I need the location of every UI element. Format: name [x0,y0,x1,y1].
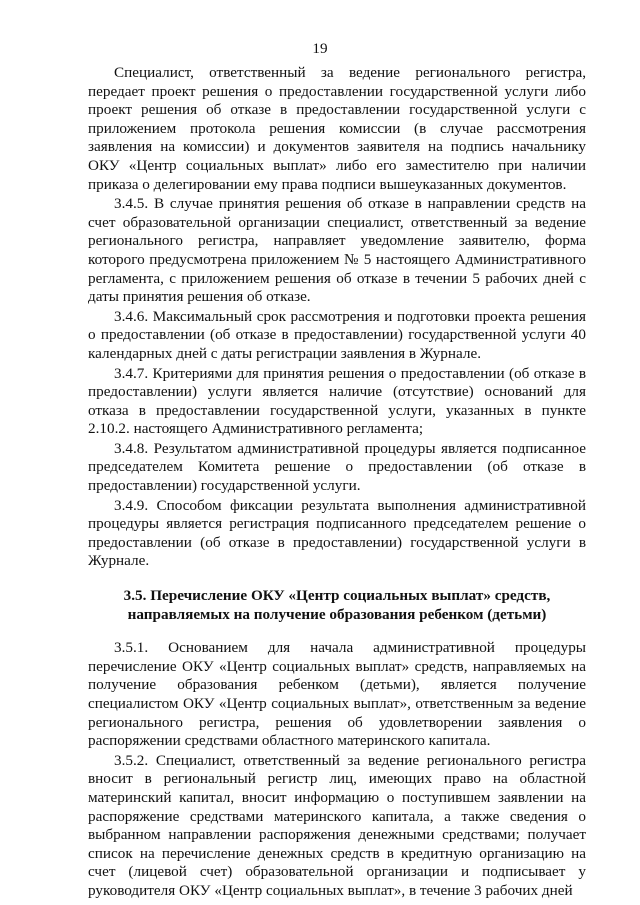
page-number: 19 [312,40,328,57]
paragraph-3-4-7: 3.4.7. Критериями для принятия решения о предоставлении (об отказе в предоставлении) услуги является наличие (отсутствие) оснований для отказа в предоставлении государственной услуги, указанных в пункте 2.10.2. настоящего Административного регламента; [88,364,586,438]
section-heading-line-1: 3.5. Перечисление ОКУ «Центр социальных выплат» средств, [123,587,551,605]
paragraph-3-5-1: 3.5.1. Основанием для начала административной процедуры перечисление ОКУ «Центр социальных выплат» средств, направляемых на получение образования ребенком (детьми), является получение специалистом ОКУ «Центр социальных выплат», ответственным за ведение регионального регистра, решения об удовлетворении заявления о распоряжении средствами областного материнского капитала. [88,639,586,750]
document-body [88,64,586,901]
paragraph-specialist-transfer: Специалист, ответственный за ведение регионального регистра, передает проект решения о предоставлении государственной услуги либо проект решения об отказе в предоставлении государственной услуги с приложением протокола решения комиссии (в случае рассмотрения заявления на комиссии) и документов заявителя на подпись начальнику ОКУ «Центр социальных выплат» либо его заместителю при наличии приказа о делегировании ему права подписи вышеуказанных документов. [88,64,586,193]
section-heading-line-2: направляемых на получение образования ребенком (детьми) [127,605,547,623]
section-heading-3-5 [88,587,586,624]
paragraph-3-4-5: 3.4.5. В случае принятия решения об отказе в направлении средств на счет образовательной организации специалист, ответственный за ведение регионального регистра, направляет уведомление заявителю, форма которого предусмотрена приложением № 5 настоящего Административного регламента, с приложением решения об отказе в течении 5 рабочих дней с даты принятия решения об отказе. [88,195,586,306]
paragraph-3-4-9: 3.4.9. Способом фиксации результата выполнения административной процедуры является регистрация подписанного председателем решение о предоставлении (об отказе в предоставлении) государственной услуги в Журнале. [88,496,586,570]
paragraph-3-5-2: 3.5.2. Специалист, ответственный за ведение регионального регистра вносит в региональный регистр лиц, имеющих право на областной материнский капитал, вносит информацию о поступившем заявлении на распоряжение средствами материнского капитала, а также сведения о выбранном направлении распоряжения денежными средствами; получает список на перечисление денежных средств в кредитную организацию на счет (лицевой счет) образовательной организации и подписывает у руководителя ОКУ «Центр социальных выплат», в течение 3 рабочих дней [88,751,586,899]
paragraph-3-4-8: 3.4.8. Результатом административной процедуры является подписанное председателем Комитета решение о предоставлении (об отказе в предоставлении) государственной услуги. [88,439,586,495]
paragraph-3-4-6: 3.4.6. Максимальный срок рассмотрения и подготовки проекта решения о предоставлении (об отказе в предоставлении) государственной услуги 40 календарных дней с даты регистрации заявления в Журнале. [88,307,586,362]
